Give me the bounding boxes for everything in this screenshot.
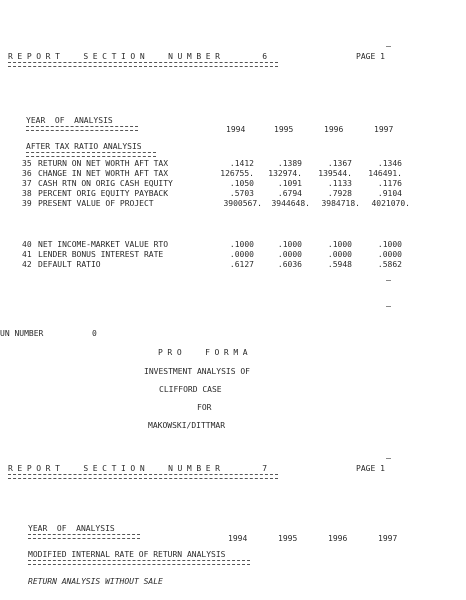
table-row — [22, 169, 462, 179]
row-value: .6794 — [277, 189, 302, 198]
table-row — [22, 260, 462, 270]
row-value: .6036 — [277, 260, 302, 269]
row-number: 39 — [22, 199, 32, 208]
row-number: 38 — [22, 189, 32, 198]
row-label: PERCENT ORIG EQUITY PAYBACK — [38, 189, 169, 198]
year-header: 1995 — [278, 534, 298, 543]
year-label-rule — [28, 534, 140, 539]
row-value: .5948 — [327, 260, 352, 269]
margin-mark — [386, 306, 391, 307]
row-value: .1091 — [277, 179, 302, 188]
row-value: .1346 — [377, 159, 402, 168]
row-number: 37 — [22, 179, 32, 188]
row-number: 42 — [22, 260, 32, 269]
row-value: .7928 — [327, 189, 352, 198]
page-number: PAGE 1 — [356, 52, 385, 61]
row-value: .1000 — [277, 240, 302, 249]
table-row — [22, 240, 462, 250]
row-value: 3900567. — [223, 199, 262, 208]
row-value: 139544. — [318, 169, 352, 178]
for-line: FOR — [197, 403, 212, 412]
year-header: 1995 — [274, 125, 294, 134]
row-value: .9104 — [377, 189, 402, 198]
row-value: .1050 — [229, 179, 254, 188]
row-label: CASH RTN ON ORIG CASH EQUITY — [38, 179, 173, 188]
row-label: CHANGE IN NET WORTH AFT TAX — [38, 169, 169, 178]
section-heading: REPORT SECTION NUMBER 6 — [8, 52, 272, 61]
row-value: 132974. — [268, 169, 302, 178]
table-row — [22, 189, 462, 199]
row-value: .1000 — [327, 240, 352, 249]
row-value: 3984718. — [321, 199, 360, 208]
subheading-rule — [26, 152, 156, 157]
row-value: 146491. — [368, 169, 402, 178]
pro-forma-title: PRO FORMA — [158, 348, 253, 357]
row-label: DEFAULT RATIO — [38, 260, 101, 269]
row-value: .0000 — [327, 250, 352, 259]
page-number: PAGE 1 — [356, 464, 385, 473]
run-number-label: UN NUMBER — [0, 329, 44, 338]
row-number: 35 — [22, 159, 32, 168]
investment-analysis-line: INVESTMENT ANALYSIS OF — [144, 367, 250, 376]
table-row — [22, 250, 462, 260]
year-header: 1997 — [374, 125, 394, 134]
year-header: 1996 — [324, 125, 344, 134]
heading-rule — [8, 62, 278, 67]
row-label: NET INCOME-MARKET VALUE RTO — [38, 240, 169, 249]
year-of-analysis-label: YEAR OF ANALYSIS — [26, 116, 113, 125]
subheading: MODIFIED INTERNAL RATE OF RETURN ANALYSIS — [28, 550, 226, 559]
subheading-rule — [28, 560, 250, 565]
run-number-value: 0 — [92, 329, 97, 338]
row-value: .1176 — [377, 179, 402, 188]
row-value: .1367 — [327, 159, 352, 168]
table-row — [22, 199, 462, 209]
row-value: .1412 — [229, 159, 254, 168]
year-header: 1994 — [228, 534, 248, 543]
row-label: PRESENT VALUE OF PROJECT — [38, 199, 154, 208]
row-value: .1000 — [229, 240, 254, 249]
subheading: AFTER TAX RATIO ANALYSIS — [26, 142, 142, 151]
row-number: 40 — [22, 240, 32, 249]
row-value: .6127 — [229, 260, 254, 269]
row-number: 41 — [22, 250, 32, 259]
row-value: .0000 — [229, 250, 254, 259]
row-value: 4021070. — [371, 199, 410, 208]
year-header: 1997 — [378, 534, 398, 543]
section-heading: REPORT SECTION NUMBER 7 — [8, 464, 272, 473]
property-name: CLIFFORD CASE — [159, 385, 222, 394]
row-value: .0000 — [377, 250, 402, 259]
row-label: LENDER BONUS INTEREST RATE — [38, 250, 164, 259]
row-value: 3944648. — [271, 199, 310, 208]
table-row — [22, 179, 462, 189]
year-label-rule — [26, 126, 138, 131]
year-header: 1996 — [328, 534, 348, 543]
row-value: .5703 — [229, 189, 254, 198]
row-number: 36 — [22, 169, 32, 178]
client-name: MAKOWSKI/DITTMAR — [148, 421, 226, 430]
year-of-analysis-label: YEAR OF ANALYSIS — [28, 524, 115, 533]
row-value: .1000 — [377, 240, 402, 249]
row-value: 126755. — [220, 169, 254, 178]
return-analysis-label: RETURN ANALYSIS WITHOUT SALE — [28, 577, 163, 586]
margin-mark — [386, 280, 391, 281]
row-value: .1133 — [327, 179, 352, 188]
row-value: .1389 — [277, 159, 302, 168]
row-label: RETURN ON NET WORTH AFT TAX — [38, 159, 169, 168]
page-mark — [386, 46, 391, 47]
row-value: .5862 — [377, 260, 402, 269]
page-mark — [386, 458, 391, 459]
heading-rule — [8, 474, 278, 479]
year-header: 1994 — [226, 125, 246, 134]
table-row — [22, 159, 462, 169]
row-value: .0000 — [277, 250, 302, 259]
